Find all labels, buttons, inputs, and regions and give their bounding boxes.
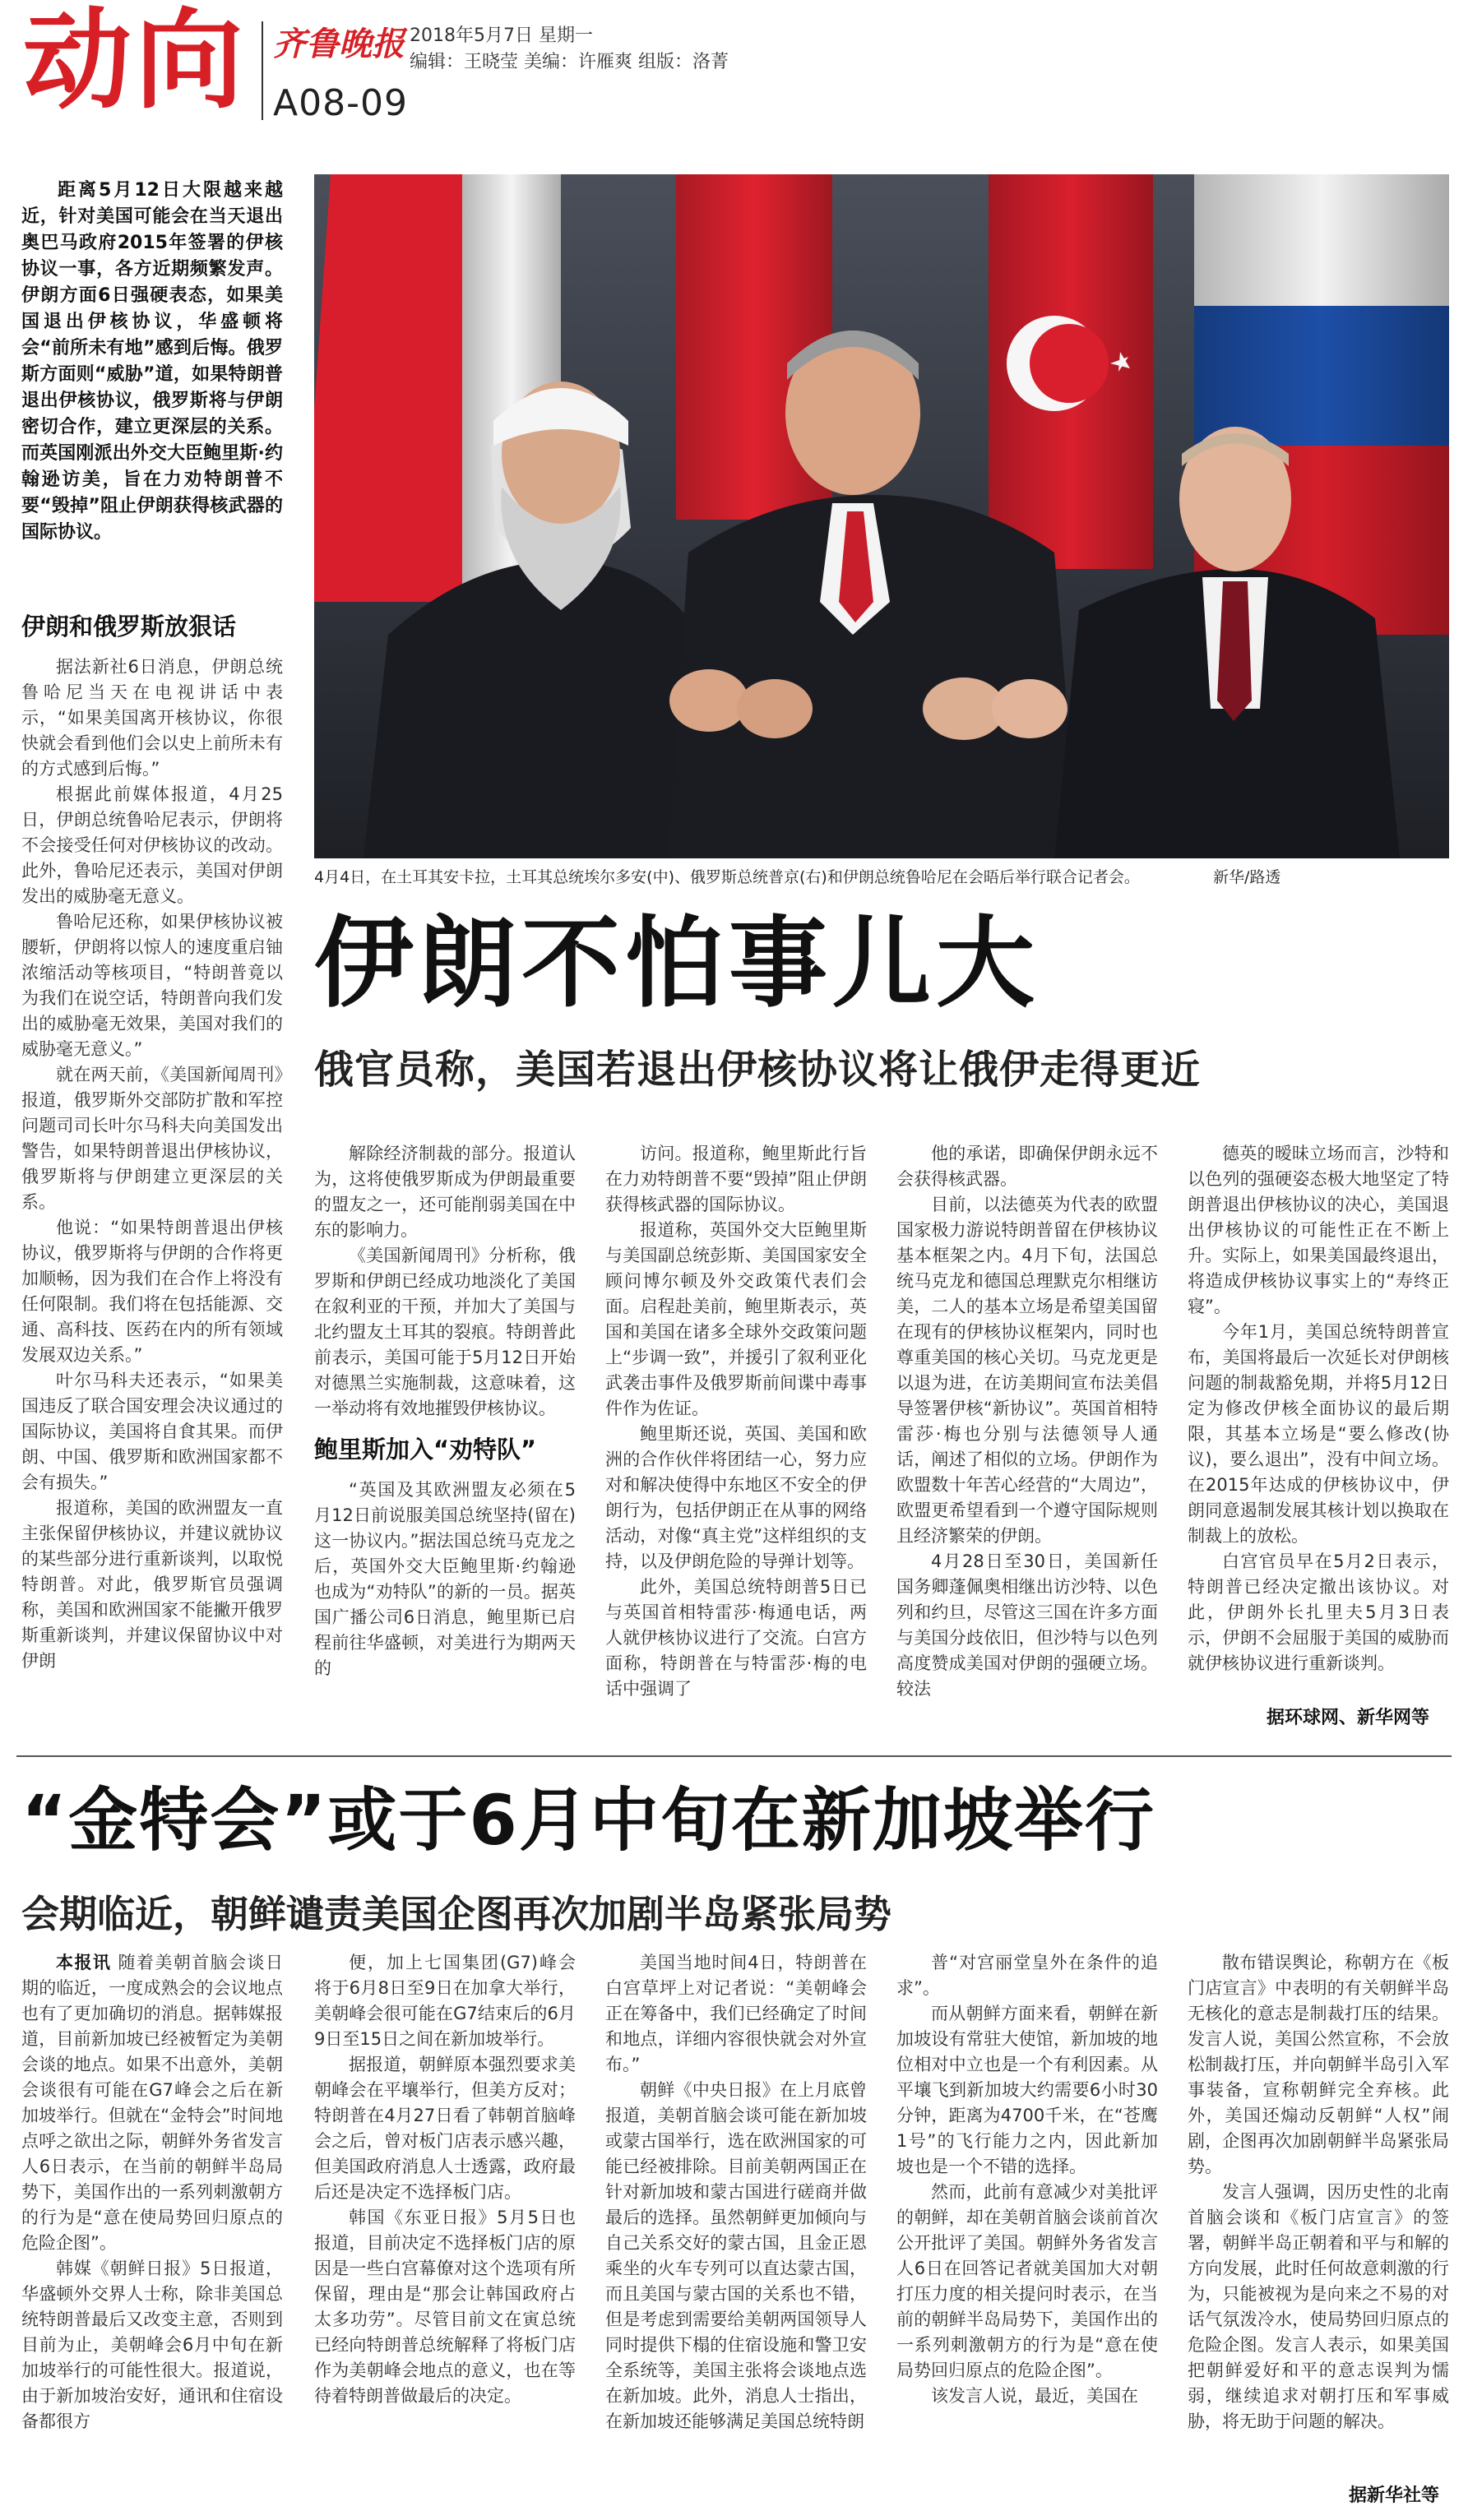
paragraph: 美国当地时间4日，特朗普在白宫草坪上对记者说：“美朝峰会正在筹备中，我们已经确定了时间和地点，详细内容很快就会对外宣布。” xyxy=(605,1953,867,2074)
paragraph xyxy=(21,1950,283,2256)
paragraph-text: 随着美朝首脑会谈日期的临近，一度成熟会的会议地点也有了更加确切的消息。据韩媒报道，目前新加坡已经被暂定为美朝会谈的地点。如果不出意外，美朝会谈很有可能在G7峰会之后在新加坡举行。但就在“金特会”时间地点呼之欲出之际，朝鲜外务省发言人6日表示，在当前的朝鲜半岛局势下，美国作出的一系列刺激朝方的行为是“意在使局势回归原点的危险企图”。 xyxy=(21,1953,283,2253)
header-divider xyxy=(262,21,263,120)
paragraph: 德英的暧昧立场而言，沙特和以色列的强硬姿态极大地坚定了特朗普退出伊核协议的决心，美国退出伊核协议的可能性正在不断上升。实际上，如果美国最终退出，将造成伊核协议事实上的“寿终正寝”。 xyxy=(1188,1144,1449,1316)
byline: 本报讯 xyxy=(56,1953,112,1972)
lead-text: 距离5月12日大限越来越近，针对美国可能会在当天退出奥巴马政府2015年签署的伊核协议一事，各方近期频繁发声。伊朗方面6日强硬表态，如果美国退出伊核协议，华盛顿将会“前所未有地”感到后悔。俄罗斯方面则“威胁”道，如果特朗普退出伊核协议，俄罗斯将与伊朗密切合作，建立更深层的关系。而英国刚派出外交大臣鲍里斯·约翰逊访美，旨在力劝特朗普不要“毁掉”阻止伊朗获得核武器的国际协议。 xyxy=(21,180,283,543)
paragraph: 发言人强调，因历史性的北南首脑会谈和《板门店宣言》的签署，朝鲜半岛正朝着和平与和解的方向发展，此时任何故意刺激的行为，只能被视为是向来之不易的对话气氛泼冷水，使局势回归原点的危险企图。发言人表示，如果美国把朝鲜爱好和平的意志误判为懦弱，继续追求对朝打压和军事威胁，将无助于问题的解决。 xyxy=(1188,2182,1449,2431)
paragraph: 访问。报道称，鲍里斯此行旨在力劝特朗普不要“毁掉”阻止伊朗获得核武器的国际协议。 xyxy=(605,1144,867,1214)
article1-column-1 xyxy=(21,599,283,1725)
article2-column-1 xyxy=(21,1950,283,2501)
paragraph: 他说：“如果特朗普退出伊核协议，俄罗斯将与伊朗的合作将更加顺畅，因为我们在合作上将没有任何限制。我们将在包括能源、交通、高科技、医药在内的所有领域发展双边关系。” xyxy=(21,1218,283,1365)
paragraph: 鲍里斯还说，英国、美国和欧洲的合作伙伴将团结一心，努力应对和解决使得中东地区不安全的伊朗行为，包括伊朗正在从事的网络活动，对像“真主党”这样组织的支持，以及伊朗危险的导弹计划等。 xyxy=(605,1424,867,1571)
article1-column-5 xyxy=(1188,1141,1449,1692)
article1-column-4 xyxy=(896,1141,1158,1733)
paragraph: 根据此前媒体报道，4月25日，伊朗总统鲁哈尼表示，伊朗将不会接受任何对伊核协议的改动。此外，鲁哈尼还表示，美国对伊朗发出的威胁毫无意义。 xyxy=(21,784,283,906)
section-title: 动向 xyxy=(23,0,247,124)
paragraph: 普“对宫丽堂皇外在条件的追求”。 xyxy=(896,1953,1158,1998)
paragraph: 据法新社6日消息，伊朗总统鲁哈尼当天在电视讲话中表示，“如果美国离开核协议，你很快就会看到他们会以史上前所未有的方式感到后悔。” xyxy=(21,657,283,779)
paragraph: 此外，美国总统特朗普5日已与英国首相特雷莎·梅通电话，两人就伊核协议进行了交流。白宫方面称，特朗普在与特雷莎·梅的电话中强调了 xyxy=(605,1577,867,1699)
paragraph: 就在两天前，《美国新闻周刊》报道，俄罗斯外交部防扩散和军控问题司司长叶尔马科夫向美国发出警告，如果特朗普退出伊核协议，俄罗斯将与伊朗建立更深层的关系。 xyxy=(21,1065,283,1212)
lead-paragraph xyxy=(21,178,283,546)
paragraph: 韩媒《朝鲜日报》5日报道，华盛顿外交界人士称，除非美国总统特朗普最后又改变主意，否则到目前为止，美朝峰会6月中旬在新加坡举行的可能性很大。报道说，由于新加坡治安好，通讯和住宿设备都很方 xyxy=(21,2259,283,2431)
paragraph: 该发言人说，最近，美国在 xyxy=(931,2386,1138,2406)
article1-column-2 xyxy=(314,1141,576,1733)
paragraph: 白宫官员早在5月2日表示，特朗普已经决定撤出该协议。对此，伊朗外长扎里夫5月3日表示，伊朗不会屈服于美国的威胁而就伊核协议进行重新谈判。 xyxy=(1188,1551,1449,1673)
article1-source: 据环球网、新华网等 xyxy=(1267,1708,1430,1728)
paragraph: 然而，此前有意减少对美批评的朝鲜，却在美朝首脑会谈前首次公开批评了美国。朝鲜外务省发言人6日在回答记者就美国加大对朝打压力度的相关提问时表示，在当前的朝鲜半岛局势下，美国作出的一系列刺激朝方的行为是“意在使局势回归原点的危险企图”。 xyxy=(896,2182,1158,2380)
headline-summit: “金特会”或于6月中旬在新加坡举行 xyxy=(21,1780,1155,1861)
paragraph: 报道称，美国的欧洲盟友一直主张保留伊核协议，并建议就协议的某些部分进行重新谈判，以取悦特朗普。对此，俄罗斯官员强调称，美国和欧洲国家不能撇开俄罗斯重新谈判，并建议保留协议中对伊朗 xyxy=(21,1498,283,1671)
page-number: A08-09 xyxy=(273,82,408,124)
photo-illustration xyxy=(314,174,1449,858)
paragraph: 解除经济制裁的部分。报道认为，这将使俄罗斯成为伊朗最重要的盟友之一，还可能削弱美国在中东的影响力。 xyxy=(314,1144,576,1240)
paragraph: 叶尔马科夫还表示，“如果美国违反了联合国安理会决议通过的国际协议，美国将自食其果。而伊朗、中国、俄罗斯和欧洲国家都不会有损失。” xyxy=(21,1371,283,1492)
news-photo xyxy=(314,174,1449,858)
headline-iran: 伊朗不怕事儿大 xyxy=(314,907,1040,1021)
paragraph: 目前，以法德英为代表的欧盟国家极力游说特朗普留在伊核协议基本框架之内。4月下旬，法国总统马克龙和德国总理默克尔相继访美，二人的基本立场是希望美国留在现有的伊核协议框架内，同时也尊重美国的核心关切。马克龙更是以退为进，在访美期间宣布法美倡导签署伊核“新协议”。英国首相特雷莎·梅也分别与法德领导人通话，阐述了相似的立场。伊朗作为欧盟数十年苦心经营的“大周边”，欧盟更希望看到一个遵守国际规则且经济繁荣的伊朗。 xyxy=(896,1195,1158,1546)
photo-credit: 新华/路透 xyxy=(1213,868,1281,886)
paragraph: 朝鲜《中央日报》在上月底曾报道，美朝首脑会谈可能在新加坡或蒙古国举行，选在欧洲国家的可能已经被排除。目前美朝两国正在针对新加坡和蒙古国进行磋商并做最后的选择。虽然朝鲜更加倾向与自己关系交好的蒙古国，且金正恩乘坐的火车专列可以直达蒙古国，而且美国与蒙古国的关系也不错，但是考虑到需要给美朝两国领导人同时提供下榻的住宿设施和警卫安全系统等，美国主张将会谈地点选在新加坡。此外，消息人士指出，在新加坡还能够满足美国总统特朗 xyxy=(605,2080,867,2431)
paragraph: 鲁哈尼还称，如果伊核协议被腰斩，伊朗将以惊人的速度重启铀浓缩活动等核项目，“特朗普竟以为我们在说空话，特朗普向我们发出的威胁毫无效果，美国对我们的威胁毫无意义。” xyxy=(21,912,283,1059)
article1-column-3 xyxy=(605,1141,867,1733)
masthead-logo: 齐鲁晚报 xyxy=(273,25,405,63)
article2-column-4 xyxy=(896,1950,1158,2501)
date-line: 2018年5月7日 星期一 xyxy=(410,25,593,46)
paragraph: 散布错误舆论，称朝方在《板门店宣言》中表明的有关朝鲜半岛无核化的意志是制裁打压的结果。发言人说，美国公然宣称，不会放松制裁打压，并向朝鲜半岛引入军事装备，宣称朝鲜完全弃核。此外，美国还煽动反朝鲜“人权”闹剧，企图再次加剧朝鲜半岛紧张局势。 xyxy=(1188,1953,1449,2176)
subhead-boris: 鲍里斯加入“劝特队” xyxy=(314,1436,537,1463)
article2-column-2 xyxy=(314,1950,576,2501)
paragraph: 而从朝鲜方面来看，朝鲜在新加坡设有常驻大使馆，新加坡的地位相对中立也是一个有利因素。从平壤飞到新加坡大约需要6小时30分钟，距离为4700千米，在“苍鹰1号”的飞行能力之内，因此新加坡也是一个不错的选择。 xyxy=(896,2004,1158,2176)
subheadline-summit: 会期临近，朝鲜谴责美国企图再次加剧半岛紧张局势 xyxy=(21,1892,891,1936)
paragraph: 4月28日至30日，美国新任国务卿蓬佩奥相继出访沙特、以色列和约旦，尽管这三国在许多方面与美国分歧依旧，但沙特与以色列高度赞成美国对伊朗的强硬立场。较法 xyxy=(896,1551,1158,1699)
article2-column-3 xyxy=(605,1950,867,2501)
article-divider xyxy=(16,1755,1452,1757)
photo-caption: 4月4日，在土耳其安卡拉，土耳其总统埃尔多安(中)、俄罗斯总统普京(右)和伊朗总统鲁哈尼在会晤后举行联合记者会。 xyxy=(314,868,1140,886)
article2-column-5 xyxy=(1188,1950,1449,2468)
paragraph: 今年1月，美国总统特朗普宣布，美国将最后一次延长对伊朗核问题的制裁豁免期，并将5月12日定为修改伊核全面协议的最后期限，其基本立场是“要么修改(协议)，要么退出”，没有中间立场。在2015年达成的伊核协议中，伊朗同意遏制发展其核计划以换取在制裁上的放松。 xyxy=(1188,1322,1449,1546)
paragraph: 韩国《东亚日报》5月5日也报道，目前决定不选择板门店的原因是一些白宫幕僚对这个选项有所保留，理由是“那会让韩国政府占太多功劳”。尽管目前文在寅总统已经向特朗普总统解释了将板门店作为美朝峰会地点的意义，也在等待着特朗普做最后的决定。 xyxy=(314,2208,576,2406)
paragraph: 《美国新闻周刊》分析称，俄罗斯和伊朗已经成功地淡化了美国在叙利亚的干预，并加大了美国与北约盟友土耳其的裂痕。特朗普此前表示，美国可能于5月12日开始对德黑兰实施制裁，这意味着，这一举动将有效地摧毁伊核协议。 xyxy=(314,1246,576,1418)
paragraph: 便，加上七国集团(G7)峰会将于6月8日至9日在加拿大举行，美朝峰会很可能在G7结束后的6月9日至15日之间在新加坡举行。 xyxy=(314,1953,576,2049)
paragraph: 他的承诺，即确保伊朗永远不会获得核武器。 xyxy=(896,1144,1158,1189)
article2-source: 据新华社等 xyxy=(1349,2485,1440,2506)
paragraph: 据报道，朝鲜原本强烈要求美朝峰会在平壤举行，但美方反对；特朗普在4月27日看了韩朝首脑峰会之后，曾对板门店表示感兴趣，但美国政府消息人士透露，政府最后还是决定不选择板门店。 xyxy=(314,2055,576,2202)
paragraph: “英国及其欧洲盟友必须在5月12日前说服美国总统坚持(留在)这一协议内。”据法国总统马克龙之后，英国外交大臣鲍里斯·约翰逊也成为“劝特队”的新的一员。据英国广播公司6日消息，鲍里斯已启程前往华盛顿，对美进行为期两天的 xyxy=(314,1480,576,1678)
paragraph: 报道称，英国外交大臣鲍里斯与美国副总统彭斯、美国国家安全顾问博尔顿及外交政策代表们会面。启程赴美前，鲍里斯表示，英国和美国在诸多全球外交政策问题上“步调一致”，并援引了叙利亚化武袭击事件及俄罗斯前间谍中毒事件作为佐证。 xyxy=(605,1220,867,1418)
editors-line: 编辑：王晓莹 美编：许雁爽 组版：洛菁 xyxy=(410,52,729,72)
subheadline-iran: 俄官员称，美国若退出伊核协议将让俄伊走得更近 xyxy=(314,1047,1202,1093)
subhead-iran-russia: 伊朗和俄罗斯放狠话 xyxy=(21,613,237,640)
